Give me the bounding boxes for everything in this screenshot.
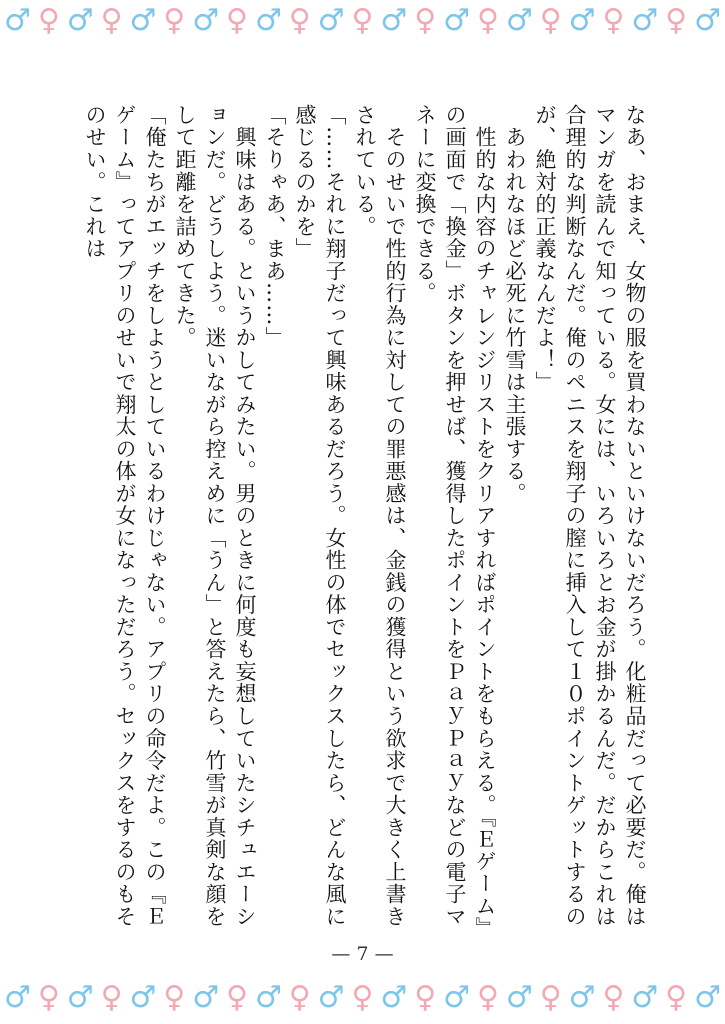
- male-symbol-icon: ♂: [694, 3, 721, 38]
- female-symbol-icon: ♀: [351, 980, 374, 1015]
- female-symbol-icon: ♀: [665, 3, 688, 38]
- male-symbol-icon: ♂: [192, 3, 220, 38]
- male-symbol-icon: ♂: [4, 980, 31, 1015]
- paragraph: 性的な内容のチャレンジリストをクリアすればポイントをもらえる。『Ｅゲーム』の画面で「換金」ボタンを押せば、獲得したポイントをＰａｙＰａｙなどの電子マネーに変換できる。: [413, 104, 497, 929]
- paragraph: 「……それに翔子だって興味あるだろう。女性の体でセックスしたら、どんな風に感じるのかを」: [293, 104, 347, 928]
- male-symbol-icon: ♂: [380, 980, 408, 1015]
- female-symbol-icon: ♀: [100, 3, 123, 38]
- female-symbol-icon: ♀: [37, 980, 60, 1015]
- male-symbol-icon: ♂: [631, 3, 659, 38]
- male-symbol-icon: ♂: [192, 980, 220, 1015]
- paragraph: そのせいで性的行為に対しての罪悪感は、金銭の獲得という欲求で大きく上書きされている。: [353, 104, 407, 928]
- bottom-decorative-border: [4, 978, 721, 1018]
- female-symbol-icon: ♀: [476, 980, 499, 1015]
- female-symbol-icon: ♀: [665, 980, 688, 1015]
- paragraph: なあ、おまえ、女物の服を買わないといけないだろう。化粧品だって必要だ。俺はマンガを読んで知っている。女には、いろいろとお金が掛かるんだ。だからこれは合理的な判断なんだ。俺のペニスを翔子の膣に挿入して１０ポイントゲットするのが、絶対的正義なんだよ！」: [533, 104, 647, 928]
- page-number: — 7 —: [331, 943, 394, 965]
- paragraph: あわれなほど必死に竹雪は主張する。: [503, 104, 527, 505]
- female-symbol-icon: ♀: [226, 3, 249, 38]
- paragraph: 「そりゃあ、まあ……」: [263, 104, 287, 349]
- male-symbol-icon: ♂: [443, 3, 471, 38]
- female-symbol-icon: ♀: [226, 980, 249, 1015]
- male-symbol-icon: ♂: [66, 3, 94, 38]
- male-symbol-icon: ♂: [505, 3, 533, 38]
- female-symbol-icon: ♀: [37, 3, 60, 38]
- female-symbol-icon: ♀: [288, 980, 311, 1015]
- female-symbol-icon: ♀: [602, 980, 625, 1015]
- male-symbol-icon: ♂: [443, 980, 471, 1015]
- paragraph: 「俺たちがエッチをしようとしているわけじゃない。アプリの命令だよ。この『Ｅゲーム』ってアプリのせいで翔太の体が女になっただろう。セックスをするのもそのせい。これは: [83, 104, 167, 928]
- male-symbol-icon: ♂: [317, 980, 345, 1015]
- male-symbol-icon: ♂: [568, 980, 596, 1015]
- male-symbol-icon: ♂: [694, 980, 721, 1015]
- female-symbol-icon: ♀: [476, 3, 499, 38]
- male-symbol-icon: ♂: [317, 3, 345, 38]
- novel-body-text: [83, 104, 650, 934]
- male-symbol-icon: ♂: [4, 3, 31, 38]
- female-symbol-icon: ♀: [602, 3, 625, 38]
- top-decorative-border: [4, 1, 721, 41]
- male-symbol-icon: ♂: [568, 3, 596, 38]
- male-symbol-icon: ♂: [66, 980, 94, 1015]
- female-symbol-icon: ♀: [100, 980, 123, 1015]
- male-symbol-icon: ♂: [254, 3, 282, 38]
- male-symbol-icon: ♂: [631, 980, 659, 1015]
- male-symbol-icon: ♂: [254, 980, 282, 1015]
- male-symbol-icon: ♂: [129, 3, 157, 38]
- female-symbol-icon: ♀: [414, 980, 437, 1015]
- male-symbol-icon: ♂: [129, 980, 157, 1015]
- female-symbol-icon: ♀: [163, 980, 186, 1015]
- male-symbol-icon: ♂: [505, 980, 533, 1015]
- female-symbol-icon: ♀: [288, 3, 311, 38]
- female-symbol-icon: ♀: [163, 3, 186, 38]
- paragraph: 興味はある。というかしてみたい。男のときに何度も妄想していたシチュエーションだ。どうしよう。迷いながら控えめに「うん」と答えたら、竹雪が真剣な顔をして距離を詰めてきた。: [173, 104, 257, 928]
- female-symbol-icon: ♀: [539, 980, 562, 1015]
- female-symbol-icon: ♀: [414, 3, 437, 38]
- female-symbol-icon: ♀: [539, 3, 562, 38]
- female-symbol-icon: ♀: [351, 3, 374, 38]
- male-symbol-icon: ♂: [380, 3, 408, 38]
